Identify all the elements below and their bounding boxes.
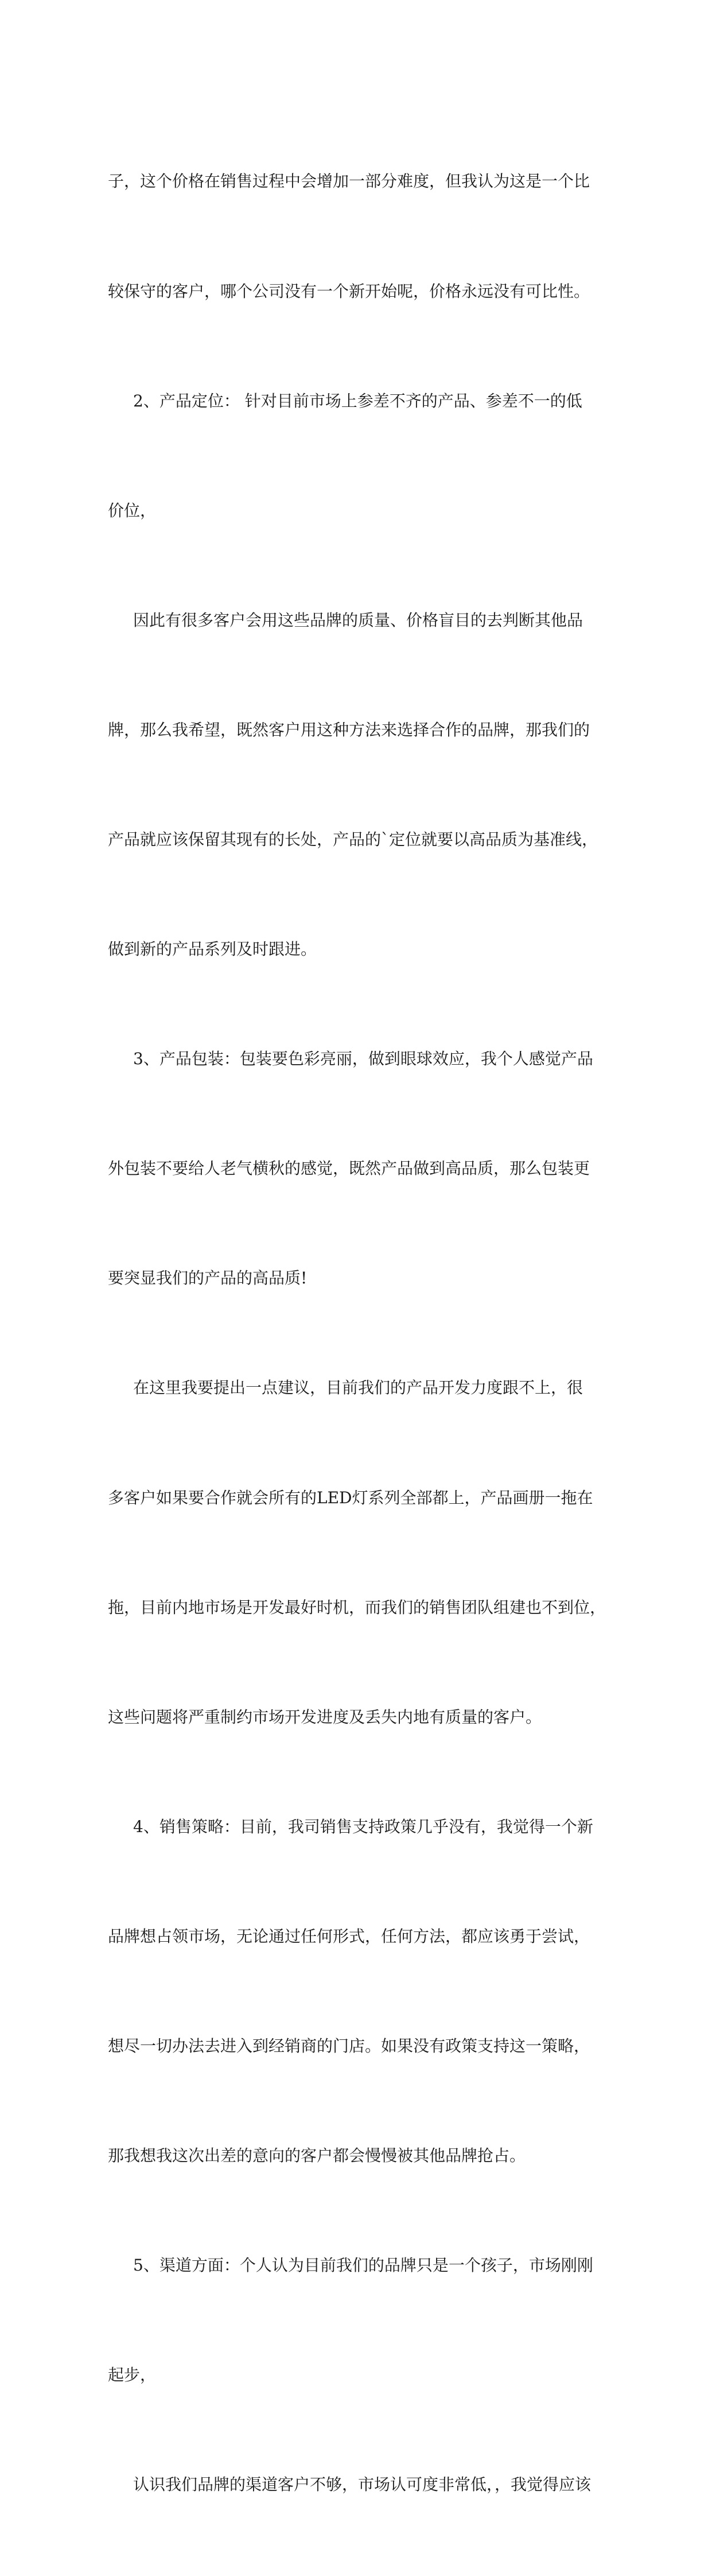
- text-line: 在这里我要提出一点建议，目前我们的产品开发力度跟不上，很: [133, 1378, 583, 1398]
- text-line: 拖，目前内地市场是开发最好时机，而我们的销售团队组建也不到位，: [108, 1597, 606, 1617]
- document-text: [108, 90, 613, 2576]
- text-line: 起步，: [108, 2365, 157, 2385]
- text-line: 品牌想占领市场，无论通过任何形式，任何方法，都应该勇于尝试，: [108, 1926, 590, 1946]
- text-line: 因此有很多客户会用这些品牌的质量、价格盲目的去判断其他品: [133, 610, 583, 630]
- text-line: 4、销售策略：目前，我司销售支持政策几乎没有，我觉得一个新: [133, 1817, 593, 1836]
- text-line: 想尽一切办法去进入到经销商的门店。如果没有政策支持这一策略，: [108, 2036, 590, 2055]
- text-line: 做到新的产品系列及时跟进。: [108, 940, 317, 959]
- text-line: 认识我们品牌的渠道客户不够，市场认可度非常低，，我觉得应该: [133, 2475, 592, 2494]
- text-line: 多客户如果要合作就会所有的LED灯系列全部都上，产品画册一拖在: [108, 1488, 593, 1507]
- text-line: 那我想我这次出差的意向的客户都会慢慢被其他品牌抢占。: [108, 2146, 526, 2166]
- text-line: 2、产品定位： 针对目前市场上参差不齐的产品、参差不一的低: [133, 391, 582, 410]
- text-line: 3、产品包装：包装要色彩亮丽，做到眼球效应，我个人感觉产品: [133, 1049, 593, 1069]
- text-line: 子，这个价格在销售过程中会增加一部分难度，但我认为这是一个比: [108, 172, 590, 191]
- text-line: 这些问题将严重制约市场开发进度及丢失内地有质量的客户。: [108, 1707, 542, 1727]
- text-line: 价位，: [108, 501, 157, 520]
- text-line: 5、渠道方面：个人认为目前我们的品牌只是一个孩子，市场刚刚: [133, 2256, 593, 2275]
- text-line: 较保守的客户，哪个公司没有一个新开始呢，价格永远没有可比性。: [108, 281, 590, 301]
- text-line: 外包装不要给人老气横秋的感觉，既然产品做到高品质，那么包装更: [108, 1159, 590, 1178]
- text-line: 产品就应该保留其现有的长处，产品的`定位就要以高品质为基准线，: [108, 829, 598, 849]
- document-body: [108, 90, 613, 2576]
- text-line: 牌，那么我希望，既然客户用这种方法来选择合作的品牌，那我们的: [108, 720, 590, 739]
- text-line: 要突显我们的产品的高品质!: [108, 1268, 308, 1288]
